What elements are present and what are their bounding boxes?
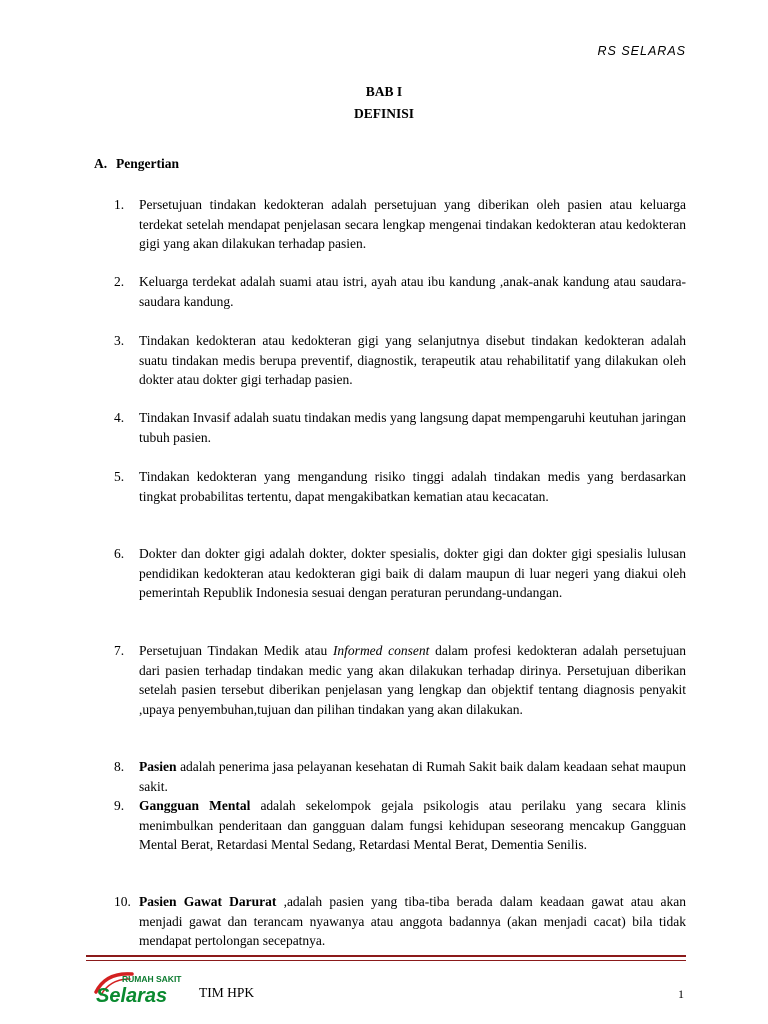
hospital-logo [92, 968, 202, 1008]
footer-divider-thin [86, 960, 686, 961]
chapter-label: BAB I [365, 84, 403, 99]
section-heading [94, 156, 179, 172]
item-number: 8. [114, 759, 125, 774]
item-number: 6. [114, 546, 125, 561]
item-text [139, 892, 686, 951]
item-number: 4. [114, 410, 125, 425]
item-number: 5. [114, 469, 125, 484]
list-item [114, 757, 686, 796]
item-text-lead: Persetujuan Tindakan Medik atau [139, 643, 333, 658]
item-number: 2. [114, 274, 125, 289]
item-text-rest: adalah penerima jasa pelayanan kesehatan di Rumah Sakit baik dalam keadaan sehat maupun sakit. [139, 759, 686, 794]
page-title: DEFINISI [353, 106, 415, 121]
list-item [114, 195, 686, 254]
item-text [139, 641, 686, 719]
item-text: Keluarga terdekat adalah suami atau istri, ayah atau ibu kandung ,anak-anak kandung atau saudara-saudara kandung. [139, 274, 686, 309]
header-org: RS SELARAS [597, 44, 686, 58]
list-item [114, 796, 686, 855]
footer-team: TIM HPK [199, 985, 255, 1000]
section-title: Pengertian [116, 156, 179, 171]
list-item [114, 641, 686, 719]
item-text [139, 796, 686, 855]
page-number: 1 [678, 987, 684, 1001]
item-text-italic: Informed consent [332, 643, 430, 658]
list-item [114, 544, 686, 603]
item-number: 3. [114, 333, 125, 348]
item-term: Pasien Gawat Darurat [139, 894, 277, 909]
item-number: 9. [114, 798, 125, 813]
logo-main-text: Selaras [96, 985, 168, 1007]
item-term: Pasien [139, 759, 177, 774]
list-item [114, 272, 686, 311]
item-number: 7. [114, 643, 125, 658]
item-term: Gangguan Mental [139, 798, 251, 813]
footer-divider [86, 955, 686, 957]
item-text-rest: ,adalah pasien yang tiba-tiba berada dalam keadaan gawat atau akan menjadi gawat dan terancam nyawanya atau anggota badannya (akan menjadi cacat) bila tidak mendapat pertolongan secepatnya. [139, 894, 686, 948]
list-item [114, 331, 686, 390]
section-number: A. [94, 156, 108, 171]
item-number: 10. [114, 894, 131, 909]
item-number: 1. [114, 197, 125, 212]
list-item [114, 408, 686, 447]
item-text-rest: adalah sekelompok gejala psikologis atau perilaku yang secara klinis menimbulkan penderitaan dan gangguan dalam fungsi kehidupan seseorang mencakup Gangguan Mental Berat, Retardasi Mental Sedang, Retardasi Mental Berat, Dementia Senilis. [139, 798, 687, 852]
item-text [139, 757, 686, 796]
item-text: Dokter dan dokter gigi adalah dokter, dokter spesialis, dokter gigi dan dokter gigi spesialis lulusan pendidikan kedokteran atau kedokteran gigi baik di dalam maupun di luar negeri yang diakui oleh pemerintah Republik Indonesia sesuai dengan peraturan perundang-undangan. [139, 546, 686, 600]
logo-top-text: RUMAH SAKIT [122, 974, 182, 984]
list-item [114, 892, 686, 951]
item-text: Tindakan kedokteran atau kedokteran gigi yang selanjutnya disebut tindakan kedokteran adalah suatu tindakan medis berupa preventif, diagnostik, terapeutik atau rehabilitatif yang dilakukan oleh dokter atau dokter gigi terhadap pasien. [139, 333, 686, 387]
item-text: Tindakan Invasif adalah suatu tindakan medis yang langsung dapat mempengaruhi keutuhan jaringan tubuh pasien. [139, 410, 686, 445]
list-item [114, 467, 686, 506]
item-text: Persetujuan tindakan kedokteran adalah persetujuan yang diberikan oleh pasien atau keluarga terdekat setelah mendapat penjelasan secara lengkap mengenai tindakan kedokteran atau kedokteran gigi yang akan dilakukan terhadap pasien. [139, 197, 686, 251]
item-text-rest: dalam profesi kedokteran adalah persetujuan dari pasien terhadap tindakan medic yang akan dilakukan terhadap dirinya. Persetujuan diberikan setelah pasien tersebut diberikan penjelasan yang lengkap dan objektif tentang diagnosis penyakit ,upaya penyembuhan,tujuan dan pilihan tindakan yang akan dilakukan. [139, 643, 686, 717]
item-text: Tindakan kedokteran yang mengandung risiko tinggi adalah tindakan medis yang berdasarkan tingkat probabilitas tertentu, dapat mengakibatkan kematian atau kecacatan. [139, 469, 686, 504]
